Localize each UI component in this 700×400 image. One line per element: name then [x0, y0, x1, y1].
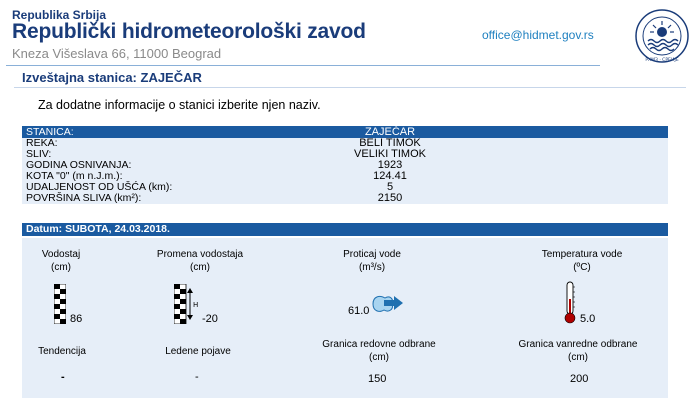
- tendencija-label: Tendencija: [38, 346, 86, 357]
- table-row: [22, 138, 668, 149]
- row-label: POVRŠINA SLIVA (km²):: [22, 193, 232, 204]
- header-divider: [6, 65, 600, 66]
- site-header: [0, 0, 700, 66]
- row-label: STANICA:: [22, 126, 232, 138]
- tendencija-value: -: [61, 371, 65, 383]
- proticaj-value: 61.0: [348, 305, 370, 317]
- temperatura-value: 5.0: [580, 313, 596, 325]
- temperatura-label: Temperatura vode (ºC): [541, 249, 623, 273]
- flow-arrow-icon: [370, 292, 404, 316]
- station-table: [22, 126, 668, 204]
- table-row: [22, 193, 668, 204]
- vodostaj-value: 86: [70, 313, 83, 325]
- redovna-label: Granica redovne odbrane (cm): [322, 339, 436, 363]
- row-label: KOTA "0" (m n.J.m.):: [22, 171, 232, 182]
- row-label: UDALJENOST OD UŠĆA (km):: [22, 182, 232, 193]
- table-row: [22, 126, 668, 138]
- gauge-change-icon: [174, 284, 204, 324]
- ledene-label: Ledene pojave: [165, 346, 231, 357]
- vanredna-label: Granica vanredne odbrane (cm): [518, 339, 638, 363]
- row-value: 2150: [232, 193, 548, 204]
- thermometer-icon: [563, 281, 577, 325]
- org-name[interactable]: Republički hidrometeorološki zavod: [12, 20, 366, 43]
- proticaj-label: Proticaj vode (m³/s): [343, 249, 401, 273]
- row-value: 5: [232, 182, 548, 193]
- ledene-value: -: [195, 371, 199, 383]
- date-bar: Datum: SUBOTA, 24.03.2018.: [22, 223, 668, 236]
- vodostaj-label: Vodostaj (cm): [41, 249, 81, 273]
- station-name-link[interactable]: ZAJEČAR: [232, 126, 548, 138]
- promena-label: Promena vodostaja (cm): [156, 249, 244, 273]
- row-label: GODINA OSNIVANJA:: [22, 160, 232, 171]
- row-label: REKA:: [22, 138, 232, 149]
- measurements-panel: [22, 238, 668, 398]
- org-address: Kneza Višeslava 66, 11000 Beograd: [12, 46, 222, 61]
- station-info-text: Za dodatne informacije o stanici izberite njen naziv.: [38, 98, 321, 112]
- vanredna-value: 200: [570, 373, 589, 385]
- row-value: BELI TIMOK: [232, 138, 548, 149]
- email-link[interactable]: office@hidmet.gov.rs: [482, 28, 594, 42]
- title-underline: [14, 87, 686, 88]
- redovna-value: 150: [368, 373, 387, 385]
- row-value: VELIKI TIMOK: [232, 149, 548, 160]
- row-label: SLIV:: [22, 149, 232, 160]
- org-country: Republika Srbija: [12, 8, 107, 22]
- promena-value: -20: [202, 313, 218, 325]
- svg-text:H: H: [193, 301, 199, 309]
- station-title: Izveštajna stanica: ZAJEČAR: [22, 70, 202, 85]
- logo-text: РХМЗ · СРБИЈЕ: [645, 58, 679, 63]
- row-value: 1923: [232, 160, 548, 171]
- rhmz-logo-icon[interactable]: [634, 8, 690, 64]
- water-gauge-icon: [54, 284, 66, 324]
- row-value: 124.41: [232, 171, 548, 182]
